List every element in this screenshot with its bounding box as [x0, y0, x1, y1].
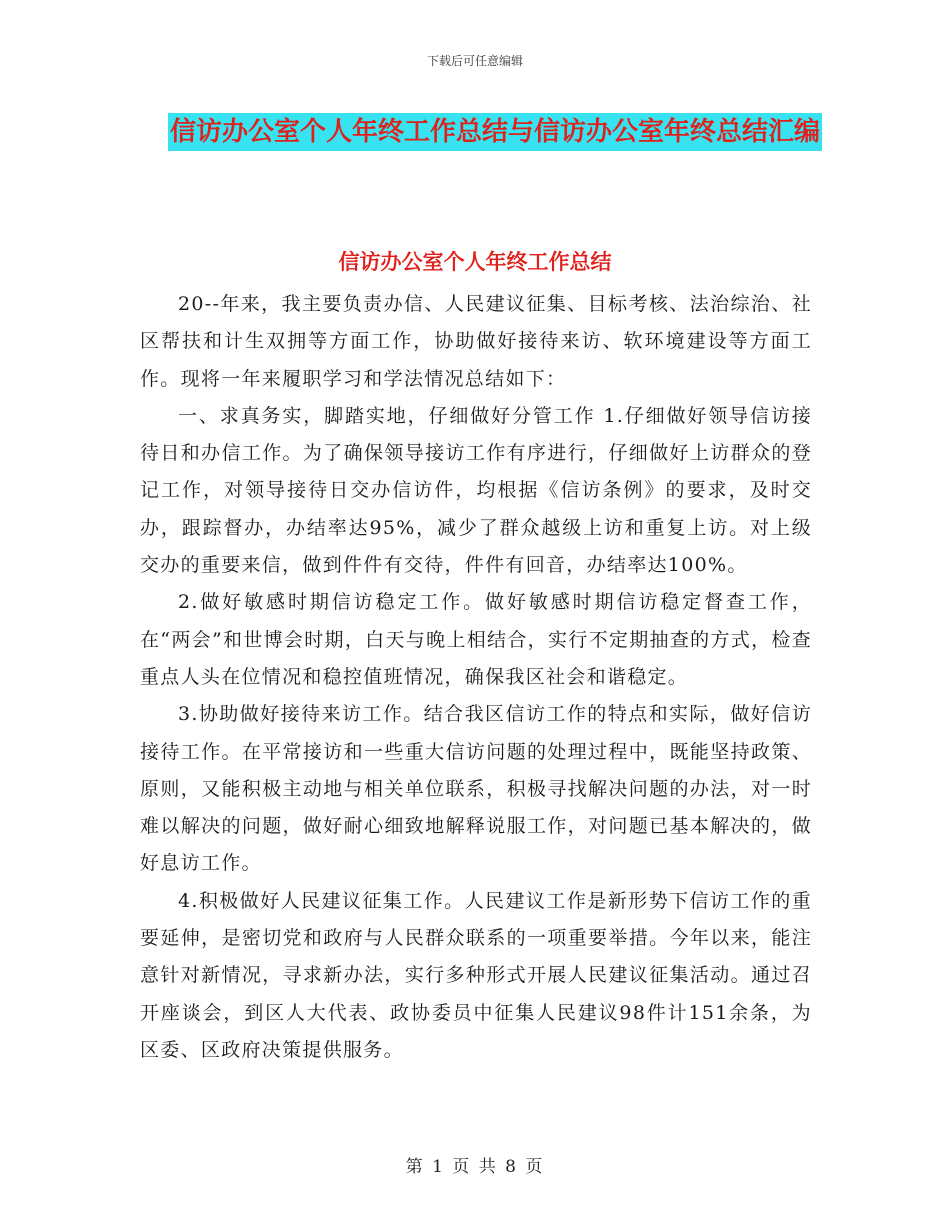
document-title: [140, 106, 850, 158]
paragraph-item-3: 3.协助做好接待来访工作。结合我区信访工作的特点和实际，做好信访接待工作。在平常接访和一些重大信访问题的处理过程中，既能坚持政策、原则，又能积极主动地与相关单位联系，积极寻找解决问题的办法，对一时难以解决的问题，做好耐心细致地解释说服工作，对问题已基本解决的，做好息访工作。: [140, 703, 812, 875]
document-title-text: 信访办公室个人年终工作总结与信访办公室年终总结汇编: [168, 113, 822, 151]
document-body: [140, 286, 812, 1069]
paragraph-intro: 20--年来，我主要负责办信、人民建议征集、目标考核、法治综治、社区帮扶和计生双拥等方面工作，协助做好接待来访、软环境建设等方面工作。现将一年来履职学习和学法情况总结如下：: [140, 293, 812, 390]
paragraph-item-4: 4.积极做好人民建议征集工作。人民建议工作是新形势下信访工作的重要延伸，是密切党和政府与人民群众联系的一项重要举措。今年以来，能注意针对新情况，寻求新办法，实行多种形式开展人民建议征集活动。通过召开座谈会，到区人大代表、政协委员中征集人民建议98件计151余条，为区委、区政府决策提供服务。: [140, 889, 812, 1061]
paragraph-item-2: 2.做好敏感时期信访稳定工作。做好敏感时期信访稳定督查工作，在“两会”和世博会时期，白天与晚上相结合，实行不定期抽查的方式，检查重点人头在位情况和稳控值班情况，确保我区社会和谐稳定。: [140, 591, 812, 688]
page-number: 第 1 页 共 8 页: [405, 1157, 545, 1177]
paragraph-part-one: 一、求真务实，脚踏实地，仔细做好分管工作 1.仔细做好领导信访接待日和办信工作。为了确保领导接访工作有序进行，仔细做好上访群众的登记工作，对领导接待日交办信访件，均根据《信访条例》的要求，及时交办，跟踪督办，办结率达95%，减少了群众越级上访和重复上访。对上级交办的重要来信，做到件件有交待，件件有回音，办结率达100%。: [140, 404, 812, 577]
section-title: 信访办公室个人年终工作总结: [338, 250, 612, 274]
page-header: 下载后可任意编辑: [426, 54, 523, 68]
